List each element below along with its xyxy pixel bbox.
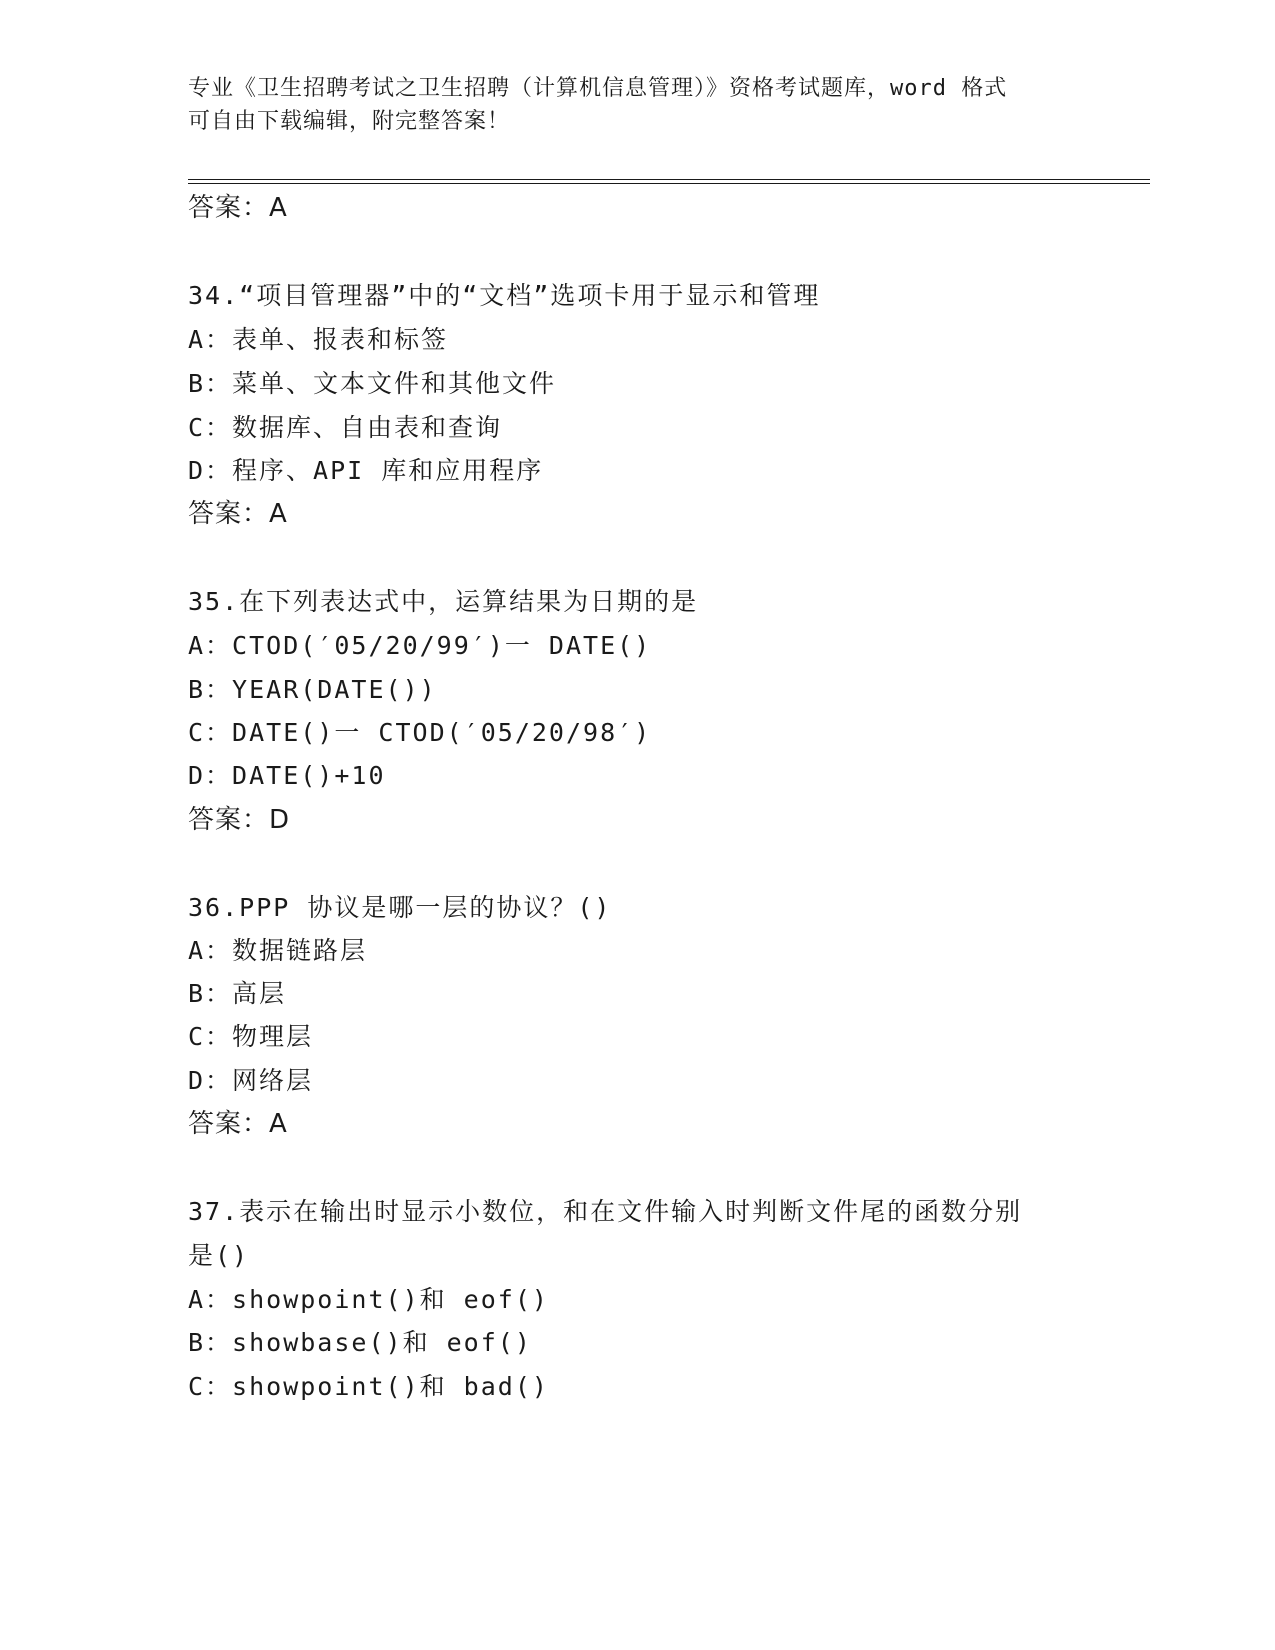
question-35-stem: 35.在下列表达式中，运算结果为日期的是 [188, 587, 699, 616]
question-36-option-c: C：物理层 [188, 1022, 314, 1051]
question-37-option-a: A：showpoint()和 eof() [188, 1285, 549, 1314]
question-35-answer: 答案：D [188, 805, 291, 835]
question-35-option-d: D：DATE()+10 [188, 761, 386, 790]
header-line-2: 可自由下载编辑，附完整答案！ [188, 109, 511, 134]
question-36-answer: 答案：A [188, 1109, 288, 1139]
question-36-stem: 36.PPP 协议是哪一层的协议？() [188, 893, 612, 922]
question-36-option-b: B：高层 [188, 979, 287, 1008]
question-34-option-c: C：数据库、自由表和查询 [188, 413, 503, 442]
question-37-stem-line-1: 37.表示在输出时显示小数位，和在文件输入时判断文件尾的函数分别 [188, 1197, 1023, 1226]
question-35-option-a: A：CTOD(′05/20/99′)一 DATE() [188, 631, 652, 660]
question-37-option-b: B：showbase()和 eof() [188, 1328, 532, 1357]
previous-answer: 答案：A [188, 193, 288, 223]
document-header [188, 72, 1088, 138]
question-35-option-c: C：DATE()一 CTOD(′05/20/98′) [188, 718, 652, 747]
question-34-option-d: D：程序、API 库和应用程序 [188, 456, 544, 485]
question-34-answer: 答案：A [188, 499, 288, 529]
header-divider-top [188, 179, 1150, 180]
question-37-stem-line-2: 是() [188, 1241, 250, 1270]
question-37-option-c: C：showpoint()和 bad() [188, 1372, 549, 1401]
header-divider-bottom [188, 183, 1150, 184]
question-34-stem: 34.“项目管理器”中的“文档”选项卡用于显示和管理 [188, 281, 821, 310]
question-34-option-b: B：菜单、文本文件和其他文件 [188, 369, 557, 398]
question-36-option-a: A：数据链路层 [188, 936, 368, 965]
header-line-1: 专业《卫生招聘考试之卫生招聘（计算机信息管理）》资格考试题库，word 格式 [188, 76, 1008, 101]
question-34-option-a: A：表单、报表和标签 [188, 325, 449, 354]
question-35-option-b: B：YEAR(DATE()) [188, 675, 437, 704]
question-36-option-d: D：网络层 [188, 1066, 314, 1095]
